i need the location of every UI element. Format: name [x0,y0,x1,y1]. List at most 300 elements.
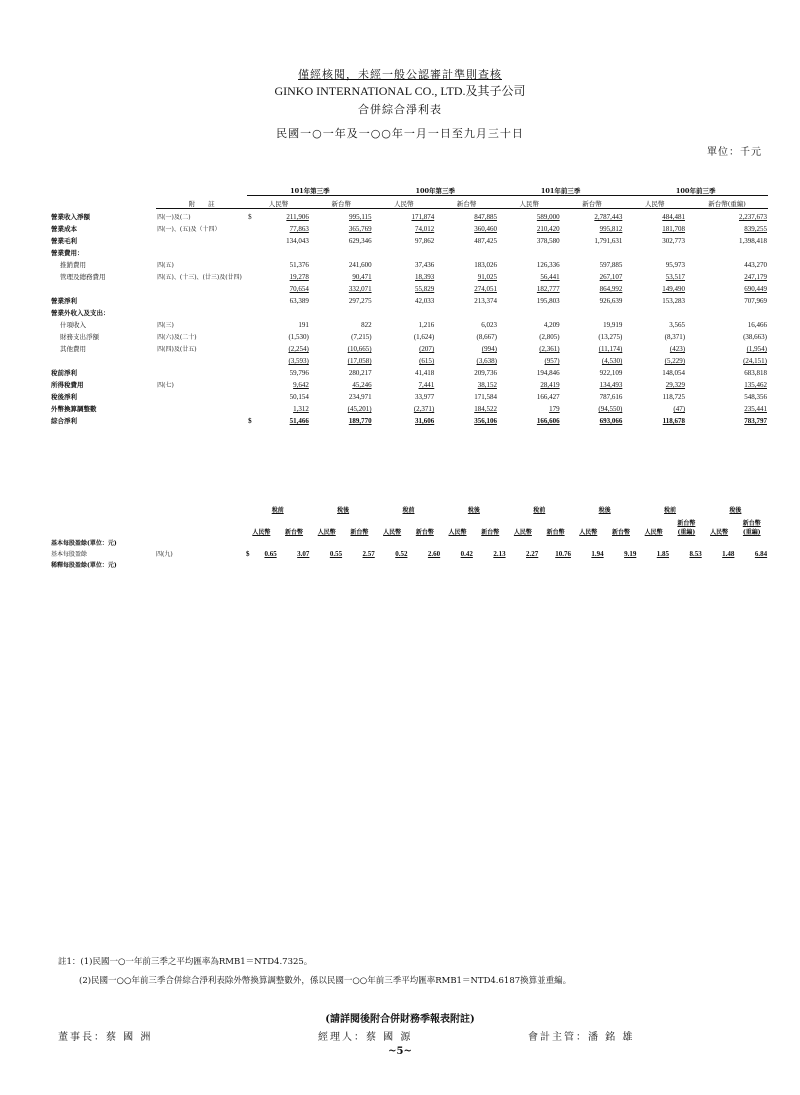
eps-currency-header: 新台幣 (重編) [677,520,696,536]
eps-value [572,547,605,558]
row-value [247,233,310,245]
value-text: 365,769 [348,225,372,233]
row-value [561,353,624,365]
row-value [310,305,373,317]
currency-header: 新台幣 [310,196,373,209]
row-value [561,389,624,401]
eps-value [278,547,311,558]
row-value [435,401,498,413]
statement-title: 合併綜合淨利表 [358,103,442,116]
row-value [247,293,310,305]
value-text: 690,449 [744,285,767,293]
currency-header: 新台幣 [435,196,498,209]
row-value [561,413,624,425]
value-text: 194,846 [536,369,560,377]
statement-period: 民國一○一年及一○○年一月一日至九月三十日 [276,127,524,140]
value-text: 42,033 [415,297,435,305]
row-value [373,221,436,233]
value-text: 166,606 [536,417,560,425]
value-text: 234,971 [348,393,372,401]
currency-header: 人民幣 [498,196,561,209]
row-value [561,329,624,341]
value-text: 19,919 [603,321,623,329]
row-note [156,365,247,377]
row-value [498,305,561,317]
value-text: (957) [544,357,560,365]
row-value [498,365,561,377]
currency-header: 新台幣(重編) [686,196,768,209]
row-label: 所得稅費用 [51,381,84,389]
row-value [310,233,373,245]
row-note [156,293,247,305]
value-text: (1,624) [413,333,435,341]
row-value [623,293,686,305]
note-column-header: 附 註 [156,196,247,209]
value-text: 182,777 [536,285,560,293]
value-text: 683,818 [744,369,767,377]
row-value [435,389,498,401]
row-label: 綜合淨利 [51,417,77,425]
row-value [623,377,686,389]
value-text: 189,770 [348,417,372,425]
row-value [623,413,686,425]
value-text: 16,466 [747,321,767,329]
table-row [50,329,768,341]
value-text: 195,803 [536,297,560,305]
value-text: 280,217 [348,369,372,377]
row-value [686,401,768,413]
row-note [156,305,247,317]
row-value [373,293,436,305]
row-value [623,341,686,353]
value-text: 332,071 [348,285,372,293]
value-text: 3.07 [297,550,310,558]
row-note [156,233,247,245]
table-row [50,341,768,353]
value-text: 1,216 [418,321,435,329]
eps-value [670,547,703,558]
row-value [686,281,768,293]
row-value [435,353,498,365]
value-text: 19,278 [289,273,309,281]
row-label [50,353,156,365]
row-value [310,245,373,257]
row-value [498,281,561,293]
row-value [373,269,436,281]
row-value [498,221,561,233]
value-text: 1,312 [293,405,309,413]
row-value [373,257,436,269]
row-value [498,341,561,353]
eps-currency-header: 人民幣 [383,529,402,536]
value-text: (423) [669,345,686,353]
eps-currency-header: 新台幣 [350,529,369,536]
row-value [373,341,436,353]
currency-header: 人民幣 [247,196,310,209]
row-value [498,293,561,305]
row-value [686,293,768,305]
row-value [498,209,561,222]
table-row [50,257,768,269]
value-text: (994) [481,345,497,353]
row-value [435,209,498,222]
basic-eps-note: 四(九) [156,551,173,558]
row-value [373,389,436,401]
eps-value [310,547,343,558]
value-text: 118,725 [662,393,686,401]
row-value [435,233,498,245]
eps-value [539,547,572,558]
value-text: 135,462 [744,381,767,389]
table-row [50,401,768,413]
row-value [561,365,624,377]
value-text: 8.53 [689,550,702,558]
value-text: 118,678 [662,417,686,425]
eps-value [637,547,670,558]
row-label: 什項收入 [60,321,86,329]
value-text: 0.52 [395,550,408,558]
eps-value [343,547,376,558]
currency-header: 人民幣 [623,196,686,209]
row-value [686,377,768,389]
eps-pre-post-header: 稅後 [598,507,611,514]
row-value [435,269,498,281]
value-text: (207) [419,345,435,353]
row-value [623,353,686,365]
row-value [373,245,436,257]
row-value [561,341,624,353]
row-value [561,377,624,389]
row-value [623,209,686,222]
row-value [247,341,310,353]
value-text: 9,642 [293,381,309,389]
value-text: 6.84 [754,550,768,558]
table-row [50,245,768,257]
row-value [310,293,373,305]
row-note: 四(五)、(十三)、(廿三)及(廿四) [157,274,242,281]
row-value [623,389,686,401]
value-text: 995,812 [599,225,623,233]
value-text: 247,179 [744,273,767,281]
value-text: 153,283 [662,297,686,305]
value-text: 70,654 [289,285,309,293]
row-value [373,233,436,245]
row-value [247,317,310,329]
row-value [686,245,768,257]
row-label: 稅前淨利 [51,369,77,377]
row-value [247,257,310,269]
row-value [373,353,436,365]
row-value [623,245,686,257]
value-text: 9.19 [624,550,637,558]
row-value [310,221,373,233]
value-text: (3,638) [476,357,497,365]
table-row [50,293,768,305]
value-text: (2,361) [539,345,560,353]
table-row [50,317,768,329]
table-row [50,413,768,425]
row-value [561,281,624,293]
eps-pre-post-header: 稅後 [337,507,350,514]
eps-currency-header: 人民幣 [317,529,336,536]
row-value [686,257,768,269]
value-text: 77,863 [289,225,309,233]
row-note [156,389,247,401]
row-value [310,413,373,425]
row-value [686,365,768,377]
row-value [373,401,436,413]
row-note: 四(四)及(廿五) [157,346,197,353]
row-value [686,305,768,317]
row-value [561,209,624,222]
row-value [561,293,624,305]
value-text: 126,336 [536,261,560,269]
row-label: 管理及總務費用 [60,273,106,281]
row-value [247,389,310,401]
row-label: 營業毛利 [51,237,77,245]
row-value [247,401,310,413]
value-text: 302,773 [662,237,686,245]
value-text: 134,493 [599,381,623,389]
company-name: GINKO INTERNATIONAL CO., LTD.及其子公司 [274,84,526,98]
value-text: 59,796 [289,369,309,377]
value-text: 484,481 [662,213,686,221]
row-value [310,365,373,377]
row-note: 四(七) [157,382,174,389]
eps-value [245,547,278,558]
page-number: ~5~ [388,1046,412,1057]
value-text: 0.65 [264,550,277,558]
diluted-eps-label: 稀釋每股盈餘(單位：元) [51,562,117,569]
row-value [435,221,498,233]
row-note [156,401,247,413]
value-text: 360,460 [474,225,497,233]
table-row [50,353,768,365]
row-value [247,209,310,222]
row-value [310,377,373,389]
value-text: 6,023 [481,321,497,329]
eps-currency-header: 人民幣 [448,529,467,536]
value-text: 443,270 [744,261,767,269]
value-text: 629,346 [348,237,372,245]
eps-value [703,547,736,558]
eps-value [376,547,409,558]
row-value [623,269,686,281]
row-value [435,257,498,269]
row-value [623,221,686,233]
row-value [623,365,686,377]
value-text: 74,012 [415,225,435,233]
value-text: 38,152 [477,381,497,389]
value-text: 2,787,443 [594,213,623,221]
value-text: 211,906 [286,213,309,221]
unit-label: 單位：千元 [707,147,762,158]
eps-currency-header: 人民幣 [513,529,532,536]
value-text: (615) [419,357,435,365]
row-value [435,317,498,329]
eps-value [408,547,441,558]
row-label: 外幣換算調整數 [51,405,97,413]
row-note [156,281,247,293]
eps-currency-header: 新台幣 [285,529,304,536]
value-text: 134,043 [286,237,309,245]
row-value [310,353,373,365]
row-value [561,305,624,317]
row-value [686,221,768,233]
value-text: 148,054 [662,369,686,377]
eps-currency-header: 人民幣 [644,529,663,536]
value-text: (38,663) [743,333,767,341]
value-text: 53,517 [665,273,686,281]
eps-pre-post-header: 稅前 [664,507,677,514]
row-value [247,353,310,365]
value-text: 241,600 [348,261,372,269]
row-value [247,281,310,293]
row-value [310,209,373,222]
value-text: (47) [673,405,686,413]
value-text: 2.27 [526,550,539,558]
row-note [156,413,247,425]
value-text: (8,667) [476,333,497,341]
eps-value [735,547,768,558]
row-value [498,413,561,425]
value-text: 33,977 [415,393,435,401]
value-text: 184,522 [474,405,497,413]
dollar-sign: $ [248,417,252,425]
eps-value [507,547,540,558]
row-value [435,293,498,305]
value-text: 926,639 [599,297,623,305]
value-text: 1.48 [722,550,735,558]
value-text: 2,237,673 [739,213,767,221]
row-value [623,233,686,245]
row-value [310,341,373,353]
value-text: 97,862 [415,237,435,245]
row-value [623,317,686,329]
row-note [156,245,247,257]
value-text: 56,441 [540,273,560,281]
value-text: 171,584 [474,393,497,401]
table-row [50,221,768,233]
value-text: 10.76 [555,550,571,558]
value-text: 548,356 [744,393,767,401]
value-text: 209,736 [474,369,497,377]
manager-signature: 經理人：蔡 國 源 [318,1032,413,1043]
value-text: (1,530) [288,333,309,341]
row-value [310,317,373,329]
group-header: 100年前三季 [623,183,768,196]
chairman-signature: 董事長：蔡 國 洲 [58,1032,153,1043]
row-value [435,305,498,317]
value-text: 29,329 [665,381,686,389]
row-label [50,281,156,293]
row-value [310,389,373,401]
row-value [435,329,498,341]
row-value [310,257,373,269]
eps-pre-post-header: 稅前 [402,507,415,514]
eps-pre-post-header: 稅前 [271,507,284,514]
table-row [50,389,768,401]
eps-table [50,503,768,569]
row-label: 營業收入淨額 [51,213,90,221]
row-note: 四(六)及(二十) [157,334,197,341]
value-text: 55,829 [415,285,435,293]
row-value [498,329,561,341]
value-text: 90,471 [352,273,372,281]
value-text: 171,874 [411,213,435,221]
value-text: 2.60 [427,550,441,558]
row-value [247,269,310,281]
value-text: 4,209 [543,321,560,329]
value-text: 274,051 [474,285,497,293]
row-value [561,221,624,233]
row-value [686,353,768,365]
value-text: 356,106 [474,417,497,425]
table-row [50,269,768,281]
row-value [310,269,373,281]
row-value [435,245,498,257]
row-value [310,401,373,413]
income-statement-table [50,183,768,425]
dollar-sign: $ [246,550,250,558]
table-row [50,365,768,377]
row-value [247,221,310,233]
value-text: (8,371) [664,333,686,341]
value-text: 1,398,418 [739,237,767,245]
value-text: (17,058) [347,357,372,365]
row-value [247,365,310,377]
value-text: 28,419 [540,381,560,389]
value-text: 63,389 [289,297,309,305]
row-value [435,365,498,377]
row-label: 稅後淨利 [51,393,77,401]
dollar-sign: $ [248,213,252,221]
row-value [435,341,498,353]
value-text: 847,885 [474,213,497,221]
value-text: (94,550) [598,405,623,413]
value-text: 0.42 [460,550,473,558]
row-value [373,317,436,329]
value-text: 91,025 [477,273,497,281]
table-row [50,281,768,293]
row-label: 營業外收入及支出： [51,309,110,317]
group-header: 101年前三季 [498,183,623,196]
value-text: 210,420 [536,225,560,233]
value-text: (11,174) [598,345,623,353]
value-text: 51,466 [289,417,309,425]
value-text: 693,066 [599,417,623,425]
row-label: 其他費用 [60,345,86,353]
value-text: 707,969 [744,297,767,305]
row-label: 財務支出淨額 [60,333,99,341]
row-value [686,413,768,425]
value-text: 181,708 [662,225,686,233]
footnote-2: (2)民國一○○年前三季合併綜合淨利表除外幣換算調整數外，係以民國一○○年前三季平均匯率RMB1＝NTD4.6187換算並重編。 [79,976,572,986]
value-text: 995,115 [349,213,372,221]
row-value [686,329,768,341]
row-note: 四(三) [157,322,174,329]
row-value [310,329,373,341]
row-value [247,413,310,425]
row-value [498,377,561,389]
row-value [498,245,561,257]
value-text: 41,418 [415,369,435,377]
value-text: 787,616 [599,393,623,401]
row-note [156,353,247,365]
value-text: 1,791,631 [594,237,623,245]
group-header: 101年第三季 [247,183,372,196]
value-text: 267,107 [599,273,623,281]
